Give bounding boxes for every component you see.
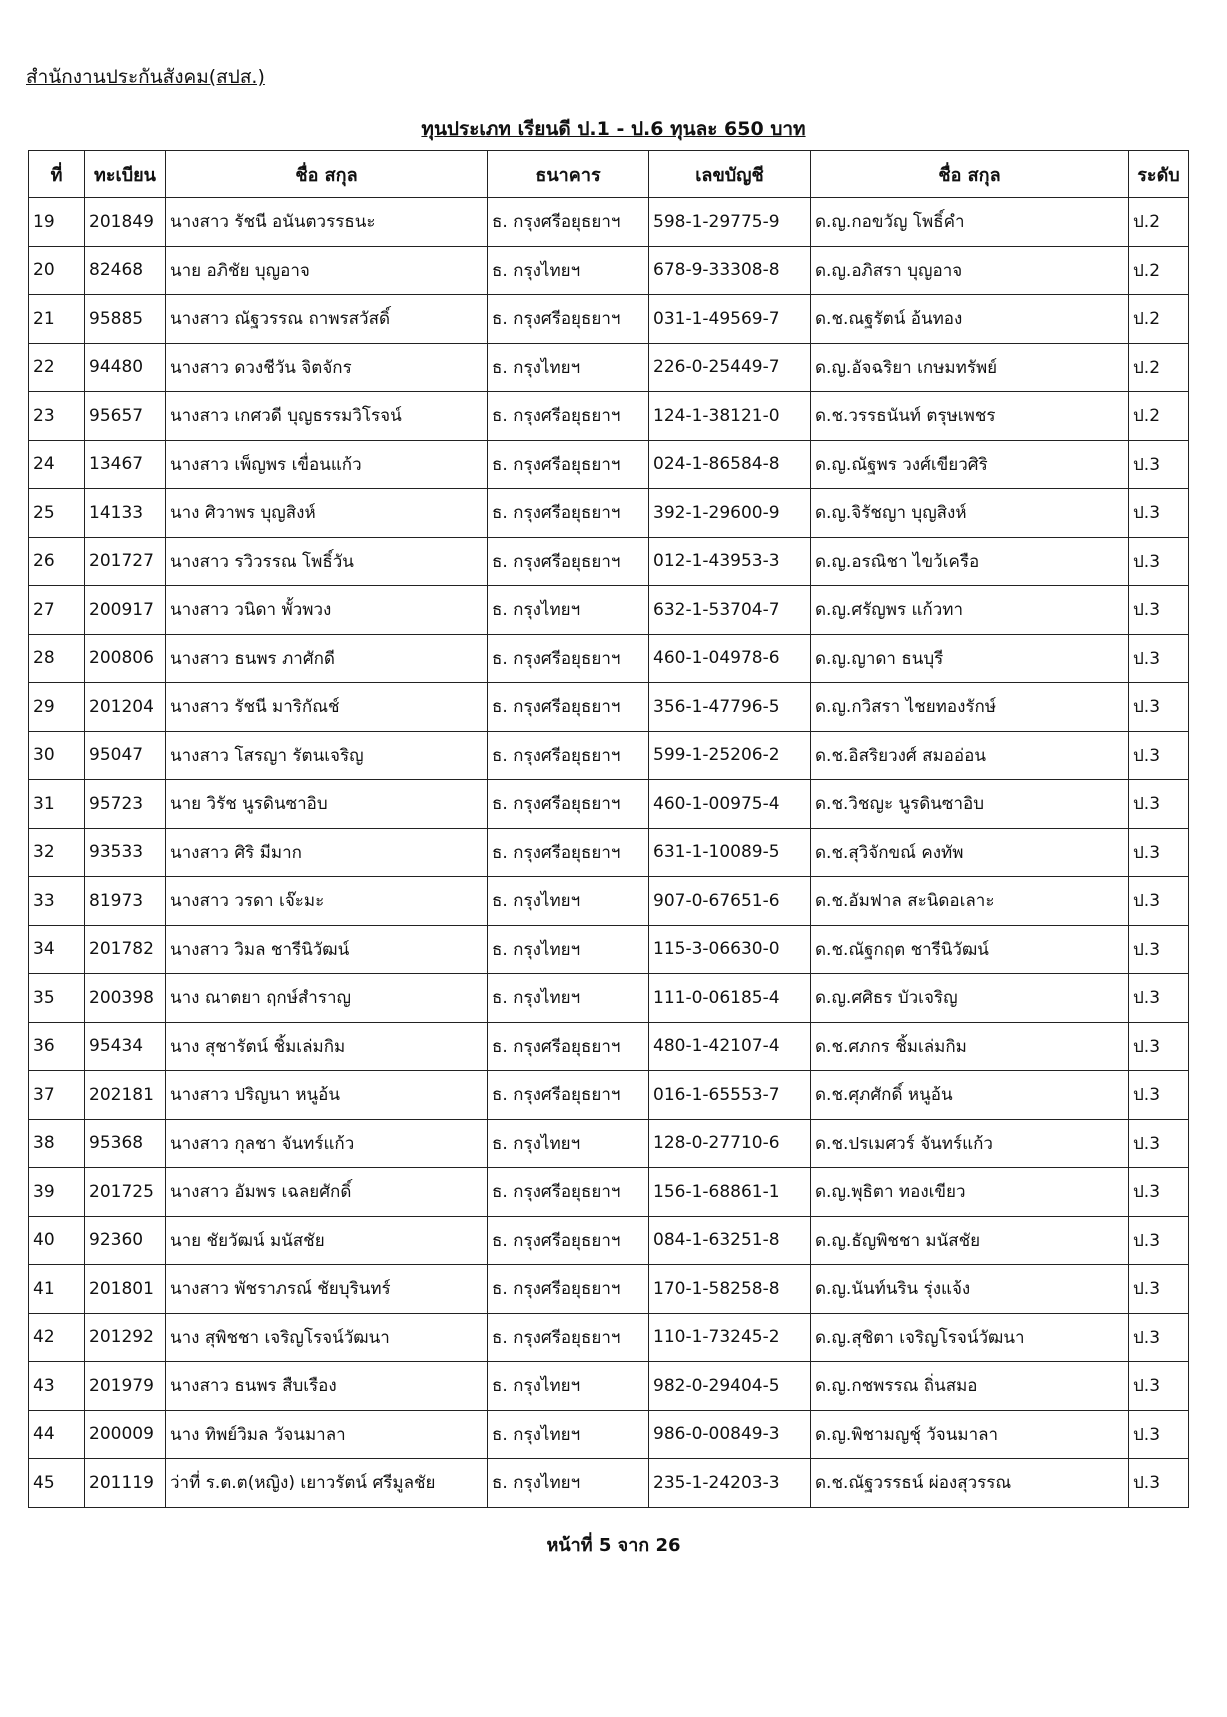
account-number: 024-1-86584-8: [649, 440, 811, 489]
bank-name: ธ. กรุงไทยฯ: [488, 1362, 649, 1411]
table-row: [29, 780, 1189, 829]
bank-name: ธ. กรุงศรีอยุธยาฯ: [488, 295, 649, 344]
table-row: [29, 537, 1189, 586]
grade-level: ป.3: [1129, 1362, 1189, 1411]
registration-id: 81973: [85, 877, 166, 926]
member-name: นางสาว ดวงชีวัน จิตจักร: [166, 343, 488, 392]
row-number: 20: [29, 246, 85, 295]
account-number: 110-1-73245-2: [649, 1313, 811, 1362]
bank-name: ธ. กรุงไทยฯ: [488, 877, 649, 926]
child-name: ด.ญ.กวิสรา ไชยทองรักษ์: [811, 683, 1129, 732]
member-name: นางสาว ธนพร สืบเรือง: [166, 1362, 488, 1411]
grade-level: ป.3: [1129, 586, 1189, 635]
grade-level: ป.3: [1129, 1313, 1189, 1362]
row-number: 36: [29, 1022, 85, 1071]
row-number: 45: [29, 1459, 85, 1508]
organization-title: สำนักงานประกันสังคม(สปส.): [26, 66, 265, 88]
bank-name: ธ. กรุงศรีอยุธยาฯ: [488, 392, 649, 441]
bank-name: ธ. กรุงไทยฯ: [488, 1410, 649, 1459]
row-number: 43: [29, 1362, 85, 1411]
grade-level: ป.2: [1129, 295, 1189, 344]
row-number: 40: [29, 1216, 85, 1265]
child-name: ด.ญ.อรณิชา ไขว้เครือ: [811, 537, 1129, 586]
bank-name: ธ. กรุงศรีอยุธยาฯ: [488, 683, 649, 732]
bank-name: ธ. กรุงศรีอยุธยาฯ: [488, 828, 649, 877]
member-name: นางสาว รวิวรรณ โพธิ์วัน: [166, 537, 488, 586]
grade-level: ป.3: [1129, 1071, 1189, 1120]
bank-name: ธ. กรุงไทยฯ: [488, 974, 649, 1023]
account-number: 598-1-29775-9: [649, 198, 811, 247]
child-name: ด.ญ.พุธิตา ทองเขียว: [811, 1168, 1129, 1217]
col-bank-header: ธนาคาร: [488, 151, 649, 198]
table-row: [29, 246, 1189, 295]
member-name: นางสาว ศิริ มีมาก: [166, 828, 488, 877]
grade-level: ป.3: [1129, 1216, 1189, 1265]
bank-name: ธ. กรุงไทยฯ: [488, 925, 649, 974]
grade-level: ป.3: [1129, 440, 1189, 489]
member-name: นาย วิรัช นูรดินซาอิบ: [166, 780, 488, 829]
child-name: ด.ช.ณฐรัตน์ อ้นทอง: [811, 295, 1129, 344]
table-row: [29, 974, 1189, 1023]
child-name: ด.ช.วรรธนันท์ ตรุษเพชร: [811, 392, 1129, 441]
registration-id: 200398: [85, 974, 166, 1023]
member-name: นาย อภิชัย บุญอาจ: [166, 246, 488, 295]
member-name: นางสาว อัมพร เฉลยศักดิ์: [166, 1168, 488, 1217]
grade-level: ป.3: [1129, 877, 1189, 926]
table-row: [29, 198, 1189, 247]
bank-name: ธ. กรุงศรีอยุธยาฯ: [488, 1022, 649, 1071]
member-name: นาย ชัยวัฒน์ มนัสชัย: [166, 1216, 488, 1265]
row-number: 22: [29, 343, 85, 392]
bank-name: ธ. กรุงไทยฯ: [488, 246, 649, 295]
member-name: นางสาว วิมล ชารีนิวัฒน์: [166, 925, 488, 974]
member-name: นางสาว รัชนี มาริกัณช์: [166, 683, 488, 732]
member-name: นาง สุพิชชา เจริญโรจน์วัฒนา: [166, 1313, 488, 1362]
table-row: [29, 489, 1189, 538]
grade-level: ป.3: [1129, 1119, 1189, 1168]
child-name: ด.ญ.ธัญพิชชา มนัสชัย: [811, 1216, 1129, 1265]
table-row: [29, 731, 1189, 780]
registration-id: 201849: [85, 198, 166, 247]
table-row: [29, 1362, 1189, 1411]
member-name: นางสาว วรดา เจ๊ะมะ: [166, 877, 488, 926]
row-number: 42: [29, 1313, 85, 1362]
grade-level: ป.3: [1129, 925, 1189, 974]
bank-name: ธ. กรุงศรีอยุธยาฯ: [488, 634, 649, 683]
table-row: [29, 1459, 1189, 1508]
table-row: [29, 1216, 1189, 1265]
account-number: 632-1-53704-7: [649, 586, 811, 635]
col-no-header: ที่: [29, 151, 85, 198]
scholarship-table: [28, 150, 1189, 1508]
registration-id: 95723: [85, 780, 166, 829]
account-number: 480-1-42107-4: [649, 1022, 811, 1071]
col-registration-header: ทะเบียน: [85, 151, 166, 198]
table-row: [29, 440, 1189, 489]
registration-id: 82468: [85, 246, 166, 295]
row-number: 35: [29, 974, 85, 1023]
grade-level: ป.3: [1129, 974, 1189, 1023]
table-row: [29, 1265, 1189, 1314]
member-name: นางสาว รัชนี อนันตวรรธนะ: [166, 198, 488, 247]
table-row: [29, 877, 1189, 926]
scholarship-table-container: [28, 150, 1188, 1508]
member-name: นาง ศิวาพร บุญสิงห์: [166, 489, 488, 538]
table-row: [29, 1313, 1189, 1362]
row-number: 32: [29, 828, 85, 877]
account-number: 460-1-00975-4: [649, 780, 811, 829]
child-name: ด.ช.ณัฐกฤต ชารีนิวัฒน์: [811, 925, 1129, 974]
table-row: [29, 1071, 1189, 1120]
grade-level: ป.3: [1129, 634, 1189, 683]
row-number: 19: [29, 198, 85, 247]
child-name: ด.ญ.อัจฉริยา เกษมทรัพย์: [811, 343, 1129, 392]
grade-level: ป.3: [1129, 1168, 1189, 1217]
row-number: 39: [29, 1168, 85, 1217]
table-header-row: [29, 151, 1189, 198]
account-number: 599-1-25206-2: [649, 731, 811, 780]
child-name: ด.ญ.กอขวัญ โพธิ์คำ: [811, 198, 1129, 247]
member-name: นางสาว พัชราภรณ์ ชัยบุรินทร์: [166, 1265, 488, 1314]
member-name: นางสาว เพ็ญพร เขื่อนแก้ว: [166, 440, 488, 489]
child-name: ด.ญ.ณัฐพร วงศ์เขียวศิริ: [811, 440, 1129, 489]
bank-name: ธ. กรุงศรีอยุธยาฯ: [488, 537, 649, 586]
row-number: 21: [29, 295, 85, 344]
registration-id: 201204: [85, 683, 166, 732]
member-name: นางสาว ณัฐวรรณ ถาพรสวัสดิ์: [166, 295, 488, 344]
table-row: [29, 392, 1189, 441]
account-number: 235-1-24203-3: [649, 1459, 811, 1508]
child-name: ด.ญ.กชพรรณ ถิ่นสมอ: [811, 1362, 1129, 1411]
row-number: 41: [29, 1265, 85, 1314]
col-account-header: เลขบัญชี: [649, 151, 811, 198]
account-number: 678-9-33308-8: [649, 246, 811, 295]
account-number: 124-1-38121-0: [649, 392, 811, 441]
child-name: ด.ช.สุวิจักขณ์ คงทัพ: [811, 828, 1129, 877]
grade-level: ป.3: [1129, 1265, 1189, 1314]
registration-id: 95368: [85, 1119, 166, 1168]
child-name: ด.ญ.ศศิธร บัวเจริญ: [811, 974, 1129, 1023]
bank-name: ธ. กรุงศรีอยุธยาฯ: [488, 1265, 649, 1314]
registration-id: 93533: [85, 828, 166, 877]
registration-id: 201782: [85, 925, 166, 974]
row-number: 44: [29, 1410, 85, 1459]
registration-id: 95885: [85, 295, 166, 344]
registration-id: 202181: [85, 1071, 166, 1120]
member-name: นาง สุชารัตน์ ชิ้มเล่มกิม: [166, 1022, 488, 1071]
registration-id: 201292: [85, 1313, 166, 1362]
child-name: ด.ญ.สุชิตา เจริญโรจน์วัฒนา: [811, 1313, 1129, 1362]
row-number: 25: [29, 489, 85, 538]
document-title: ทุนประเภท เรียนดี ป.1 - ป.6 ทุนละ 650 บาท: [421, 118, 806, 140]
bank-name: ธ. กรุงศรีอยุธยาฯ: [488, 1216, 649, 1265]
grade-level: ป.2: [1129, 246, 1189, 295]
grade-level: ป.2: [1129, 392, 1189, 441]
account-number: 111-0-06185-4: [649, 974, 811, 1023]
grade-level: ป.2: [1129, 343, 1189, 392]
member-name: นางสาว วนิดา พั้วพวง: [166, 586, 488, 635]
bank-name: ธ. กรุงศรีอยุธยาฯ: [488, 1313, 649, 1362]
child-name: ด.ญ.พิชามญชุ์ วัจนมาลา: [811, 1410, 1129, 1459]
grade-level: ป.3: [1129, 683, 1189, 732]
row-number: 34: [29, 925, 85, 974]
table-row: [29, 586, 1189, 635]
registration-id: 95434: [85, 1022, 166, 1071]
grade-level: ป.3: [1129, 1459, 1189, 1508]
row-number: 37: [29, 1071, 85, 1120]
grade-level: ป.3: [1129, 1022, 1189, 1071]
registration-id: 94480: [85, 343, 166, 392]
account-number: 226-0-25449-7: [649, 343, 811, 392]
grade-level: ป.3: [1129, 537, 1189, 586]
account-number: 392-1-29600-9: [649, 489, 811, 538]
child-name: ด.ช.ณัฐวรรธน์ ผ่องสุวรรณ: [811, 1459, 1129, 1508]
table-row: [29, 1410, 1189, 1459]
account-number: 031-1-49569-7: [649, 295, 811, 344]
account-number: 356-1-47796-5: [649, 683, 811, 732]
table-row: [29, 683, 1189, 732]
bank-name: ธ. กรุงไทยฯ: [488, 343, 649, 392]
table-row: [29, 295, 1189, 344]
table-body: [29, 198, 1189, 1508]
grade-level: ป.3: [1129, 828, 1189, 877]
row-number: 24: [29, 440, 85, 489]
row-number: 26: [29, 537, 85, 586]
registration-id: 95047: [85, 731, 166, 780]
registration-id: 92360: [85, 1216, 166, 1265]
row-number: 28: [29, 634, 85, 683]
registration-id: 201979: [85, 1362, 166, 1411]
bank-name: ธ. กรุงไทยฯ: [488, 586, 649, 635]
bank-name: ธ. กรุงศรีอยุธยาฯ: [488, 1071, 649, 1120]
account-number: 156-1-68861-1: [649, 1168, 811, 1217]
registration-id: 13467: [85, 440, 166, 489]
bank-name: ธ. กรุงศรีอยุธยาฯ: [488, 440, 649, 489]
row-number: 33: [29, 877, 85, 926]
child-name: ด.ญ.ศรัญพร แก้วทา: [811, 586, 1129, 635]
account-number: 084-1-63251-8: [649, 1216, 811, 1265]
account-number: 115-3-06630-0: [649, 925, 811, 974]
bank-name: ธ. กรุงศรีอยุธยาฯ: [488, 489, 649, 538]
child-name: ด.ญ.นันท์นริน รุ่งแจ้ง: [811, 1265, 1129, 1314]
row-number: 27: [29, 586, 85, 635]
child-name: ด.ช.ปรเมศวร์ จันทร์แก้ว: [811, 1119, 1129, 1168]
child-name: ด.ช.อัมฟาล สะนิดอเลาะ: [811, 877, 1129, 926]
bank-name: ธ. กรุงศรีอยุธยาฯ: [488, 731, 649, 780]
table-row: [29, 343, 1189, 392]
account-number: 460-1-04978-6: [649, 634, 811, 683]
bank-name: ธ. กรุงไทยฯ: [488, 1459, 649, 1508]
row-number: 30: [29, 731, 85, 780]
grade-level: ป.3: [1129, 780, 1189, 829]
member-name: นางสาว ปริญนา หนูอ้น: [166, 1071, 488, 1120]
bank-name: ธ. กรุงศรีอยุธยาฯ: [488, 780, 649, 829]
bank-name: ธ. กรุงศรีอยุธยาฯ: [488, 1168, 649, 1217]
table-row: [29, 1168, 1189, 1217]
member-name: นางสาว ธนพร ภาศักดี: [166, 634, 488, 683]
table-row: [29, 925, 1189, 974]
row-number: 29: [29, 683, 85, 732]
registration-id: 201801: [85, 1265, 166, 1314]
member-name: นางสาว กุลชา จันทร์แก้ว: [166, 1119, 488, 1168]
col-member-name-header: ชื่อ สกุล: [166, 151, 488, 198]
registration-id: 200806: [85, 634, 166, 683]
table-row: [29, 828, 1189, 877]
row-number: 23: [29, 392, 85, 441]
registration-id: 200917: [85, 586, 166, 635]
account-number: 012-1-43953-3: [649, 537, 811, 586]
registration-id: 201727: [85, 537, 166, 586]
child-name: ด.ญ.อภิสรา บุญอาจ: [811, 246, 1129, 295]
member-name: นางสาว โสรญา รัตนเจริญ: [166, 731, 488, 780]
grade-level: ป.3: [1129, 489, 1189, 538]
account-number: 128-0-27710-6: [649, 1119, 811, 1168]
account-number: 631-1-10089-5: [649, 828, 811, 877]
member-name: นางสาว เกศวดี บุญธรรมวิโรจน์: [166, 392, 488, 441]
table-row: [29, 1022, 1189, 1071]
grade-level: ป.3: [1129, 1410, 1189, 1459]
page-number: หน้าที่ 5 จาก 26: [546, 1535, 681, 1556]
member-name: นาง ทิพย์วิมล วัจนมาลา: [166, 1410, 488, 1459]
account-number: 016-1-65553-7: [649, 1071, 811, 1120]
table-row: [29, 634, 1189, 683]
member-name: นาง ณาตยา ฤกษ์สำราญ: [166, 974, 488, 1023]
registration-id: 201119: [85, 1459, 166, 1508]
col-child-name-header: ชื่อ สกุล: [811, 151, 1129, 198]
account-number: 986-0-00849-3: [649, 1410, 811, 1459]
registration-id: 14133: [85, 489, 166, 538]
member-name: ว่าที่ ร.ต.ต(หญิง) เยาวรัตน์ ศรีมูลชัย: [166, 1459, 488, 1508]
grade-level: ป.3: [1129, 731, 1189, 780]
child-name: ด.ญ.ญาดา ธนบุรี: [811, 634, 1129, 683]
row-number: 31: [29, 780, 85, 829]
child-name: ด.ช.วิชญะ นูรดินซาอิบ: [811, 780, 1129, 829]
child-name: ด.ช.อิสริยวงศ์ สมออ่อน: [811, 731, 1129, 780]
account-number: 907-0-67651-6: [649, 877, 811, 926]
child-name: ด.ช.ศุภศักดิ์ หนูอ้น: [811, 1071, 1129, 1120]
child-name: ด.ช.ศภกร ชิ้มเล่มกิม: [811, 1022, 1129, 1071]
account-number: 982-0-29404-5: [649, 1362, 811, 1411]
registration-id: 95657: [85, 392, 166, 441]
child-name: ด.ญ.จิรัชญา บุญสิงห์: [811, 489, 1129, 538]
row-number: 38: [29, 1119, 85, 1168]
registration-id: 201725: [85, 1168, 166, 1217]
bank-name: ธ. กรุงไทยฯ: [488, 1119, 649, 1168]
bank-name: ธ. กรุงศรีอยุธยาฯ: [488, 198, 649, 247]
col-level-header: ระดับ: [1129, 151, 1189, 198]
table-row: [29, 1119, 1189, 1168]
account-number: 170-1-58258-8: [649, 1265, 811, 1314]
registration-id: 200009: [85, 1410, 166, 1459]
grade-level: ป.2: [1129, 198, 1189, 247]
